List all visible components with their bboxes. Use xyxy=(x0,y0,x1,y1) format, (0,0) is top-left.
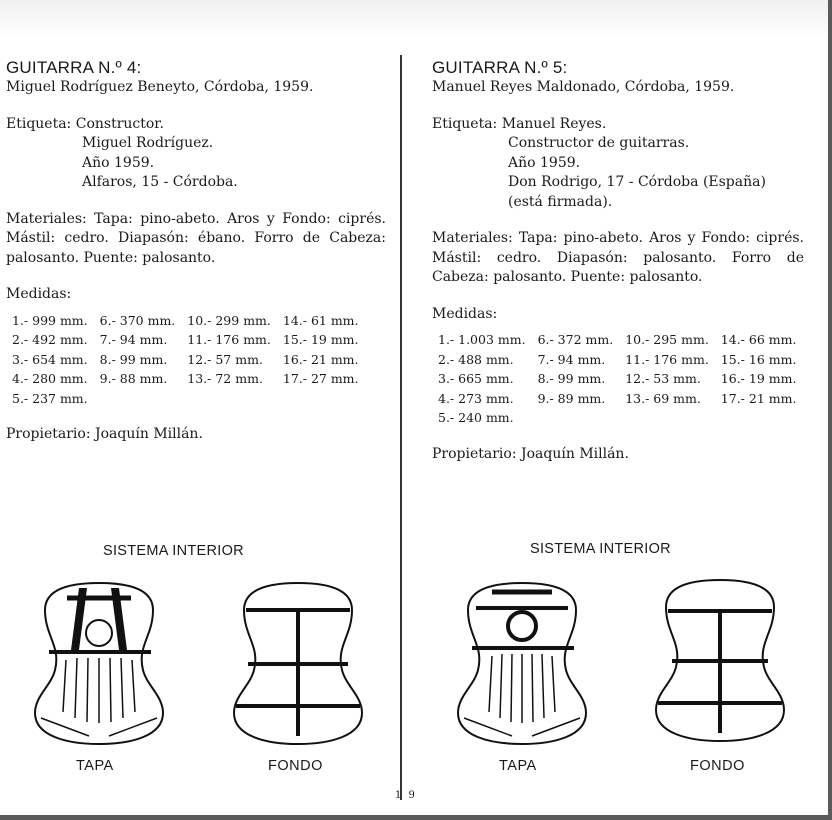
measure-cell: 3.- 665 mm. xyxy=(438,371,514,387)
measure-cell: 14.- 66 mm. xyxy=(720,332,797,348)
measure-cell: 12.- 53 mm. xyxy=(625,371,701,387)
measure-cell: 9.- 88 mm. xyxy=(99,371,168,387)
label-line: Alfaros, 15 - Córdoba. xyxy=(82,174,238,190)
guitar-4-materials: Materiales: Tapa: pino-abeto. Aros y Fondo: ciprés. Mástil: cedro. Diapasón: ébano. Forro de Cabeza: palosanto. Puente: palosanto. xyxy=(6,210,386,266)
table-row xyxy=(432,389,802,409)
table-row xyxy=(432,350,802,370)
guitar-5-label-row xyxy=(432,115,804,135)
label-line: Constructor de guitarras. xyxy=(508,135,690,151)
measure-cell: 16.- 19 mm. xyxy=(720,371,797,387)
table-row xyxy=(6,369,365,389)
measure-cell: 9.- 89 mm. xyxy=(537,390,606,406)
label-line: Año 1959. xyxy=(82,154,155,171)
label-line: Manuel Reyes. xyxy=(501,115,607,132)
measure-cell: 14.- 61 mm. xyxy=(282,312,359,328)
table-row xyxy=(6,389,365,409)
measure-cell: 12.- 57 mm. xyxy=(187,351,263,367)
fondo-label-left: FONDO xyxy=(268,758,323,774)
measure-cell: 6.- 370 mm. xyxy=(99,312,176,328)
guitar-5-title: GUITARRA N.º 5: xyxy=(432,58,568,77)
measure-cell: 1.- 999 mm. xyxy=(12,312,88,328)
guitar-5-measures-table xyxy=(432,330,802,428)
guitar-5-back-bracing-diagram xyxy=(648,575,793,745)
label-line: (está firmada). xyxy=(508,193,613,210)
guitar-5-materials: Materiales: Tapa: pino-abeto. Aros y Fondo: ciprés. Mástil: cedro. Diapasón: palosanto. Forro de Cabeza: palosanto. Puente: palosanto. xyxy=(432,230,804,285)
measure-cell: 16.- 21 mm. xyxy=(282,351,359,367)
measure-cell: 1.- 1.003 mm. xyxy=(438,332,526,348)
table-row xyxy=(432,408,802,428)
tapa-label-right: TAPA xyxy=(499,758,537,774)
guitar-4-section xyxy=(6,58,386,445)
guitar-4-owner: Propietario: Joaquín Millán. xyxy=(6,426,203,442)
fondo-label-right: FONDO xyxy=(690,758,745,774)
label-line: Año 1959. xyxy=(508,154,581,171)
table-row xyxy=(432,369,802,389)
measure-cell: 7.- 94 mm. xyxy=(537,351,606,367)
guitar-5-section xyxy=(432,58,804,464)
guitar-5-owner: Propietario: Joaquín Millán. xyxy=(432,445,629,462)
page-number: 1 9 xyxy=(395,790,417,801)
guitar-4-title: GUITARRA N.º 4: xyxy=(6,58,142,77)
measure-cell: 13.- 69 mm. xyxy=(625,390,701,406)
measure-cell: 11.- 176 mm. xyxy=(187,332,271,348)
measure-cell: 7.- 94 mm. xyxy=(99,332,168,348)
measure-cell: 2.- 492 mm. xyxy=(12,332,88,348)
measure-cell: 13.- 72 mm. xyxy=(187,371,263,387)
measure-cell: 5.- 240 mm. xyxy=(438,410,514,426)
measure-cell: 8.- 99 mm. xyxy=(537,371,606,387)
guitar-4-top-bracing-diagram xyxy=(27,578,172,748)
guitar-4-measures-table xyxy=(6,311,365,409)
system-heading-right: SISTEMA INTERIOR xyxy=(530,541,671,557)
guitar-4-back-bracing-diagram xyxy=(226,578,371,748)
tapa-label-left: TAPA xyxy=(76,758,114,774)
table-row xyxy=(6,311,365,331)
table-row xyxy=(6,330,365,350)
system-heading-left: SISTEMA INTERIOR xyxy=(103,543,244,559)
measure-cell: 10.- 295 mm. xyxy=(625,332,709,348)
measure-cell: 8.- 99 mm. xyxy=(99,351,168,367)
measure-cell: 10.- 299 mm. xyxy=(187,312,271,328)
measure-cell: 11.- 176 mm. xyxy=(625,351,709,367)
label-line: Miguel Rodríguez. xyxy=(82,135,214,151)
guitar-5-maker: Manuel Reyes Maldonado, Córdoba, 1959. xyxy=(432,79,735,95)
guitar-5-top-bracing-diagram xyxy=(450,578,595,748)
label-key: Etiqueta: xyxy=(6,115,72,132)
measures-title: Medidas: xyxy=(6,286,72,302)
measure-cell: 17.- 21 mm. xyxy=(720,390,797,406)
guitar-4-maker: Miguel Rodríguez Beneyto, Córdoba, 1959. xyxy=(6,79,314,95)
measure-cell: 17.- 27 mm. xyxy=(282,371,359,387)
label-line: Don Rodrigo, 17 - Córdoba (España) xyxy=(508,174,766,190)
measure-cell: 15.- 16 mm. xyxy=(720,351,797,367)
measure-cell: 4.- 280 mm. xyxy=(12,371,88,387)
measure-cell: 2.- 488 mm. xyxy=(438,351,514,367)
measure-cell: 15.- 19 mm. xyxy=(282,332,359,348)
measure-cell: 3.- 654 mm. xyxy=(12,351,88,367)
column-divider xyxy=(400,55,402,800)
table-row xyxy=(6,350,365,370)
measure-cell: 6.- 372 mm. xyxy=(537,332,614,348)
measure-cell: 5.- 237 mm. xyxy=(12,390,88,406)
measure-cell: 4.- 273 mm. xyxy=(438,390,514,406)
guitar-4-label-row xyxy=(6,115,386,135)
label-line: Constructor. xyxy=(75,115,164,132)
measures-title: Medidas: xyxy=(432,305,498,322)
table-row xyxy=(432,330,802,350)
label-key: Etiqueta: xyxy=(432,115,498,132)
